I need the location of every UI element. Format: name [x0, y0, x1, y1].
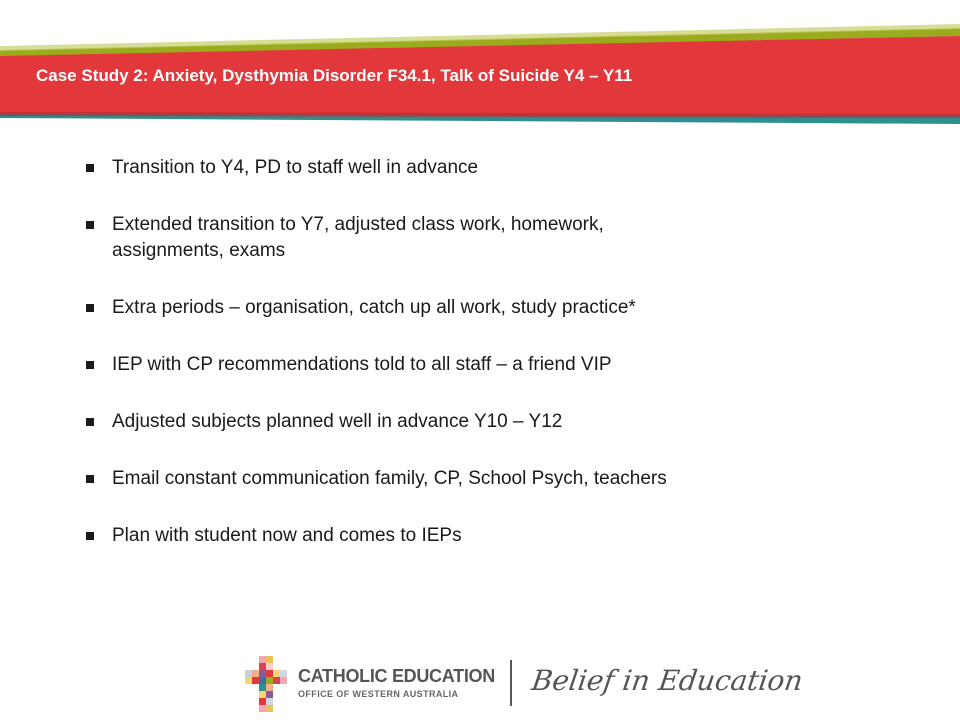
- bullet-item: [84, 409, 864, 435]
- bullet-item: [84, 352, 864, 378]
- bullet-list: [84, 155, 864, 580]
- bullet-item: [84, 155, 864, 181]
- bullet-text: IEP with CP recommendations told to all staff – a friend VIP: [112, 354, 612, 375]
- bullet-text: Extra periods – organisation, catch up all work, study practice*: [112, 297, 636, 318]
- square-bullet-icon: [86, 221, 94, 229]
- logo-subtitle: OFFICE OF WESTERN AUSTRALIA: [298, 689, 459, 699]
- bullet-item: [84, 212, 864, 264]
- catholic-education-cross-logo-icon: [240, 656, 292, 712]
- footer-divider: [510, 660, 512, 706]
- square-bullet-icon: [86, 304, 94, 312]
- bullet-item: [84, 466, 864, 492]
- bullet-text: Transition to Y4, PD to staff well in advance: [112, 157, 479, 178]
- logo-name: CATHOLIC EDUCATION: [298, 666, 495, 686]
- tagline: Belief in Education: [529, 664, 805, 697]
- bullet-text: Extended transition to Y7, adjusted class work, homework,: [112, 214, 604, 235]
- bullet-item: [84, 295, 864, 321]
- bullet-text: Adjusted subjects planned well in advance Y10 – Y12: [112, 411, 563, 432]
- square-bullet-icon: [86, 475, 94, 483]
- square-bullet-icon: [86, 532, 94, 540]
- square-bullet-icon: [86, 361, 94, 369]
- bullet-text: Plan with student now and comes to IEPs: [112, 525, 462, 546]
- slide-title: Case Study 2: Anxiety, Dysthymia Disorder F34.1, Talk of Suicide Y4 – Y11: [36, 66, 633, 85]
- square-bullet-icon: [86, 418, 94, 426]
- bullet-text: Email constant communication family, CP, School Psych, teachers: [112, 468, 667, 489]
- square-bullet-icon: [86, 164, 94, 172]
- bullet-item: [84, 523, 864, 549]
- bullet-text-continued: assignments, exams: [112, 240, 286, 261]
- title-banner: [0, 0, 960, 130]
